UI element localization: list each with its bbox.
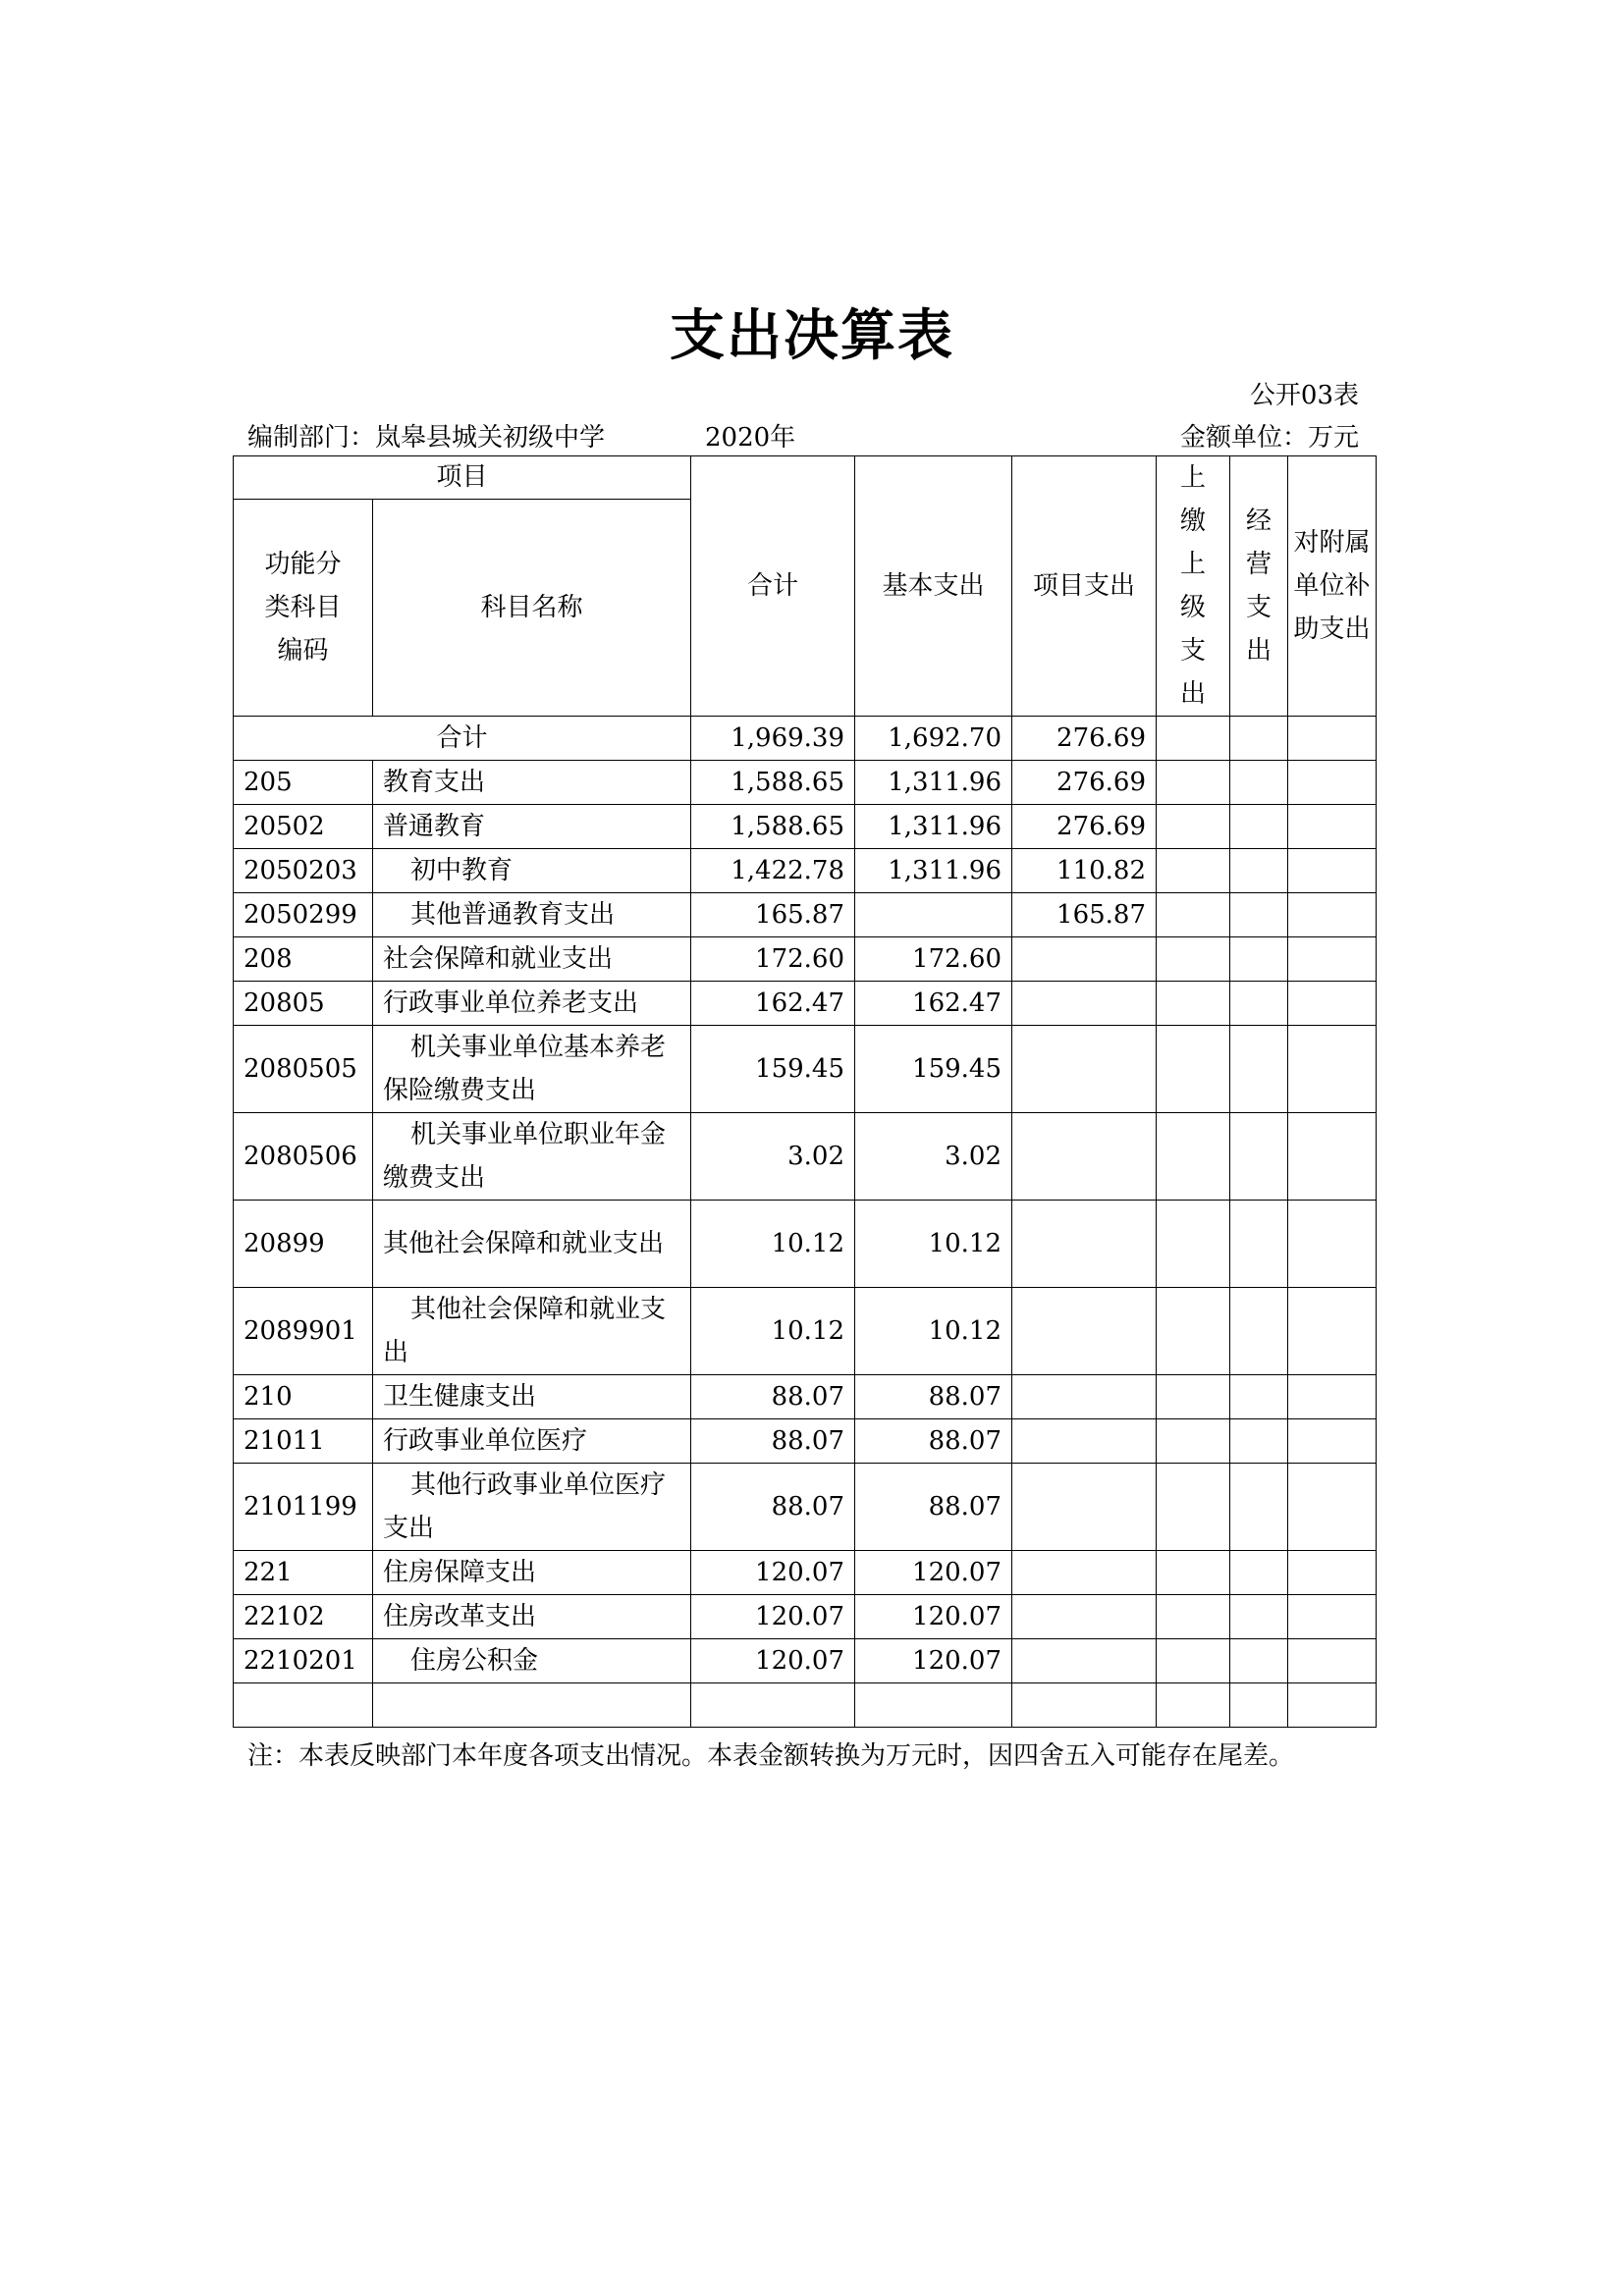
row-total: 3.02 — [691, 1113, 855, 1201]
row-code: 22102 — [234, 1595, 373, 1639]
row-subsidy — [1288, 1201, 1377, 1288]
total-row-total: 1,969.39 — [691, 717, 855, 761]
row-name — [373, 761, 691, 805]
empty-cell — [1157, 1683, 1230, 1728]
row-name-text: 行政事业单位养老支出 — [383, 988, 639, 1018]
row-project — [1012, 1464, 1157, 1551]
row-name — [373, 1419, 691, 1464]
row-business — [1230, 1201, 1288, 1288]
row-project — [1012, 1288, 1157, 1375]
table-row — [234, 937, 1377, 982]
empty-cell — [234, 1683, 373, 1728]
row-project — [1012, 982, 1157, 1026]
row-subsidy — [1288, 1026, 1377, 1113]
form-code: 公开03表 — [1249, 381, 1359, 410]
row-name — [373, 1551, 691, 1595]
table-row — [234, 805, 1377, 849]
row-total: 172.60 — [691, 937, 855, 982]
row-subsidy — [1288, 1113, 1377, 1201]
row-project — [1012, 1639, 1157, 1683]
row-business — [1230, 1551, 1288, 1595]
row-basic: 3.02 — [855, 1113, 1012, 1201]
row-name — [373, 1595, 691, 1639]
row-subsidy — [1288, 805, 1377, 849]
table-row — [234, 1288, 1377, 1375]
row-project — [1012, 1113, 1157, 1201]
dept-label: 编制部门：岚皋县城关初级中学 — [247, 423, 606, 453]
row-code: 2050203 — [234, 849, 373, 893]
row-upper — [1157, 1201, 1230, 1288]
row-upper — [1157, 1026, 1230, 1113]
row-basic: 10.12 — [855, 1201, 1012, 1288]
row-name — [373, 937, 691, 982]
row-basic: 1,311.96 — [855, 761, 1012, 805]
row-project: 276.69 — [1012, 805, 1157, 849]
total-row-upper — [1157, 717, 1230, 761]
row-project — [1012, 1419, 1157, 1464]
row-name — [373, 1288, 691, 1375]
row-project: 276.69 — [1012, 761, 1157, 805]
table-row — [234, 1595, 1377, 1639]
row-upper — [1157, 1551, 1230, 1595]
year-label: 2020年 — [705, 423, 796, 453]
row-name — [373, 893, 691, 937]
row-upper — [1157, 1375, 1230, 1419]
row-name-text: 住房改革支出 — [383, 1602, 537, 1631]
row-name-text: 教育支出 — [383, 768, 486, 797]
table-row — [234, 1201, 1377, 1288]
row-upper — [1157, 805, 1230, 849]
row-subsidy — [1288, 1464, 1377, 1551]
row-project — [1012, 1595, 1157, 1639]
row-total: 165.87 — [691, 893, 855, 937]
table-row — [234, 1375, 1377, 1419]
header-business: 经营支出 — [1230, 456, 1288, 717]
row-code: 21011 — [234, 1419, 373, 1464]
row-name-text: 其他社会保障和就业支出 — [383, 1229, 665, 1258]
row-project — [1012, 1375, 1157, 1419]
table-row — [234, 1026, 1377, 1113]
row-name — [373, 1026, 691, 1113]
empty-cell — [1288, 1683, 1377, 1728]
row-total: 10.12 — [691, 1288, 855, 1375]
table-row — [234, 893, 1377, 937]
row-code: 2080505 — [234, 1026, 373, 1113]
table-row — [234, 1551, 1377, 1595]
row-code: 20805 — [234, 982, 373, 1026]
row-total: 88.07 — [691, 1375, 855, 1419]
row-business — [1230, 937, 1288, 982]
row-code: 208 — [234, 937, 373, 982]
row-basic: 88.07 — [855, 1464, 1012, 1551]
row-code: 2050299 — [234, 893, 373, 937]
empty-row — [234, 1683, 1377, 1728]
row-upper — [1157, 893, 1230, 937]
header-subsidy: 对附属单位补助支出 — [1288, 456, 1377, 717]
header-item: 项目 — [234, 456, 691, 500]
row-basic: 159.45 — [855, 1026, 1012, 1113]
row-business — [1230, 1464, 1288, 1551]
table-row — [234, 1113, 1377, 1201]
row-code: 2080506 — [234, 1113, 373, 1201]
row-code: 20502 — [234, 805, 373, 849]
row-upper — [1157, 1464, 1230, 1551]
row-basic: 120.07 — [855, 1639, 1012, 1683]
row-name-text: 其他社会保障和就业支出 — [383, 1295, 667, 1367]
row-business — [1230, 849, 1288, 893]
row-basic — [855, 893, 1012, 937]
row-basic: 88.07 — [855, 1419, 1012, 1464]
row-total: 162.47 — [691, 982, 855, 1026]
row-basic: 1,311.96 — [855, 805, 1012, 849]
expenditure-table — [233, 455, 1377, 1728]
row-name — [373, 1464, 691, 1551]
row-business — [1230, 1419, 1288, 1464]
row-code: 221 — [234, 1551, 373, 1595]
row-total: 1,588.65 — [691, 805, 855, 849]
table-row — [234, 1464, 1377, 1551]
row-basic: 172.60 — [855, 937, 1012, 982]
meta-row — [247, 417, 1359, 453]
total-row-label: 合计 — [234, 717, 691, 761]
row-total: 120.07 — [691, 1551, 855, 1595]
table-row — [234, 849, 1377, 893]
row-upper — [1157, 849, 1230, 893]
row-business — [1230, 1639, 1288, 1683]
row-project — [1012, 1026, 1157, 1113]
header-upper: 上缴上级支出 — [1157, 456, 1230, 717]
row-subsidy — [1288, 893, 1377, 937]
empty-cell — [373, 1683, 691, 1728]
row-business — [1230, 1375, 1288, 1419]
row-upper — [1157, 937, 1230, 982]
empty-cell — [1230, 1683, 1288, 1728]
row-subsidy — [1288, 982, 1377, 1026]
row-total: 88.07 — [691, 1419, 855, 1464]
header-total: 合计 — [691, 456, 855, 717]
row-name — [373, 982, 691, 1026]
header-name: 科目名称 — [373, 500, 691, 717]
row-total: 159.45 — [691, 1026, 855, 1113]
row-basic: 162.47 — [855, 982, 1012, 1026]
row-name-text: 初中教育 — [410, 856, 514, 885]
row-upper — [1157, 1639, 1230, 1683]
row-project: 165.87 — [1012, 893, 1157, 937]
empty-cell — [855, 1683, 1012, 1728]
row-subsidy — [1288, 1419, 1377, 1464]
row-subsidy — [1288, 1639, 1377, 1683]
total-row-project: 276.69 — [1012, 717, 1157, 761]
row-name-text: 普通教育 — [383, 812, 486, 841]
row-total: 120.07 — [691, 1639, 855, 1683]
row-code: 2089901 — [234, 1288, 373, 1375]
row-code: 2101199 — [234, 1464, 373, 1551]
row-subsidy — [1288, 761, 1377, 805]
row-upper — [1157, 1419, 1230, 1464]
table-row — [234, 982, 1377, 1026]
row-name-text: 卫生健康支出 — [383, 1382, 537, 1412]
total-row-subsidy — [1288, 717, 1377, 761]
row-subsidy — [1288, 1375, 1377, 1419]
row-name-text: 住房公积金 — [410, 1646, 539, 1676]
row-code: 210 — [234, 1375, 373, 1419]
row-project — [1012, 937, 1157, 982]
row-project: 110.82 — [1012, 849, 1157, 893]
row-name-text: 机关事业单位基本养老保险缴费支出 — [383, 1033, 667, 1105]
row-total: 88.07 — [691, 1464, 855, 1551]
row-business — [1230, 982, 1288, 1026]
row-name — [373, 849, 691, 893]
table-row — [234, 1639, 1377, 1683]
row-code: 205 — [234, 761, 373, 805]
row-name-text: 其他普通教育支出 — [410, 900, 616, 930]
row-name-text: 行政事业单位医疗 — [383, 1426, 588, 1456]
row-name — [373, 1113, 691, 1201]
row-basic: 1,311.96 — [855, 849, 1012, 893]
row-name-text: 住房保障支出 — [383, 1558, 537, 1587]
unit-label: 金额单位：万元 — [1179, 423, 1359, 453]
row-subsidy — [1288, 1288, 1377, 1375]
row-subsidy — [1288, 937, 1377, 982]
row-business — [1230, 893, 1288, 937]
row-total: 10.12 — [691, 1201, 855, 1288]
row-upper — [1157, 982, 1230, 1026]
row-total: 1,588.65 — [691, 761, 855, 805]
table-row — [234, 761, 1377, 805]
row-name — [373, 1639, 691, 1683]
row-code: 2210201 — [234, 1639, 373, 1683]
row-code: 20899 — [234, 1201, 373, 1288]
row-upper — [1157, 1113, 1230, 1201]
row-business — [1230, 1595, 1288, 1639]
row-upper — [1157, 1288, 1230, 1375]
row-business — [1230, 761, 1288, 805]
table-row — [234, 1419, 1377, 1464]
row-total: 1,422.78 — [691, 849, 855, 893]
row-subsidy — [1288, 1595, 1377, 1639]
empty-cell — [1012, 1683, 1157, 1728]
row-basic: 120.07 — [855, 1551, 1012, 1595]
row-business — [1230, 805, 1288, 849]
row-total: 120.07 — [691, 1595, 855, 1639]
row-upper — [1157, 761, 1230, 805]
page-title: 支出决算表 — [670, 304, 954, 368]
row-name — [373, 1201, 691, 1288]
row-basic: 10.12 — [855, 1288, 1012, 1375]
header-project: 项目支出 — [1012, 456, 1157, 717]
empty-cell — [691, 1683, 855, 1728]
header-code: 功能分类科目编码 — [234, 500, 373, 717]
row-name-text: 其他行政事业单位医疗支出 — [383, 1470, 667, 1543]
row-basic: 88.07 — [855, 1375, 1012, 1419]
row-subsidy — [1288, 849, 1377, 893]
header-basic: 基本支出 — [855, 456, 1012, 717]
row-basic: 120.07 — [855, 1595, 1012, 1639]
row-project — [1012, 1551, 1157, 1595]
row-upper — [1157, 1595, 1230, 1639]
row-project — [1012, 1201, 1157, 1288]
row-subsidy — [1288, 1551, 1377, 1595]
total-row-basic: 1,692.70 — [855, 717, 1012, 761]
row-business — [1230, 1288, 1288, 1375]
row-name-text: 社会保障和就业支出 — [383, 944, 614, 974]
row-name-text: 机关事业单位职业年金缴费支出 — [383, 1120, 667, 1193]
total-row-business — [1230, 717, 1288, 761]
row-name — [373, 1375, 691, 1419]
row-business — [1230, 1026, 1288, 1113]
footnote: 注：本表反映部门本年度各项支出情况。本表金额转换为万元时，因四舍五入可能存在尾差。 — [247, 1741, 1295, 1771]
row-business — [1230, 1113, 1288, 1201]
row-name — [373, 805, 691, 849]
